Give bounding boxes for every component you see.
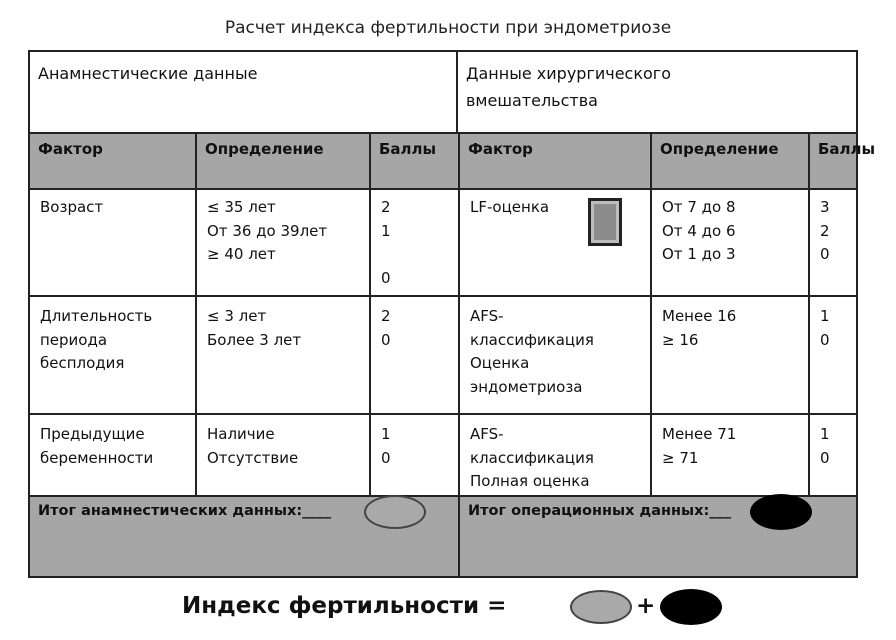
grid-line bbox=[30, 188, 856, 190]
cell-text: Предыдущие bbox=[40, 425, 145, 443]
grid-line bbox=[195, 132, 197, 495]
header-factor-right-label: Фактор bbox=[468, 140, 533, 158]
header-points-left-label: Баллы bbox=[379, 140, 437, 158]
row-pregnancy-definition bbox=[199, 419, 306, 474]
cell-text: ≥ 40 лет bbox=[207, 245, 276, 263]
cell-text: 0 bbox=[381, 330, 391, 349]
cell-text: 2 bbox=[820, 221, 830, 240]
cell-text: От 1 до 3 bbox=[662, 245, 736, 263]
total-surgical-label: Итог операционных данных:___ bbox=[468, 503, 732, 519]
header-factor-right bbox=[460, 134, 650, 188]
total-anamnestic-label: Итог анамнестических данных:____ bbox=[38, 503, 332, 519]
cell-text: ≥ 16 bbox=[662, 330, 699, 349]
cell-text: Наличие bbox=[207, 425, 275, 443]
row-afs-full-factor bbox=[462, 419, 602, 498]
formula-plus: + bbox=[636, 593, 656, 619]
header-factor-left bbox=[30, 134, 195, 188]
grid-line bbox=[30, 132, 856, 134]
header-points-left bbox=[371, 134, 458, 188]
cell-text: 0 bbox=[820, 245, 830, 263]
grid-line bbox=[30, 295, 856, 297]
cell-text: 1 bbox=[820, 307, 830, 325]
cell-text: ≤ 35 лет bbox=[207, 198, 276, 216]
header-factor-left-label: Фактор bbox=[38, 140, 103, 158]
cell-text: 2 bbox=[381, 307, 391, 325]
row-pregnancy-points bbox=[373, 419, 399, 474]
cell-text: 0 bbox=[820, 330, 830, 349]
row-lf-points bbox=[812, 192, 838, 271]
row-afs-endometriosis-factor bbox=[462, 301, 602, 403]
cell-text: От 4 до 6 bbox=[662, 221, 736, 240]
grid-line bbox=[369, 132, 371, 495]
row-afs-endometriosis-points bbox=[812, 301, 838, 356]
row-afs-full-definition bbox=[654, 419, 744, 474]
cell-text: классификация bbox=[470, 330, 594, 349]
grid-line bbox=[650, 132, 652, 495]
lf-score-box bbox=[588, 198, 622, 246]
grid-line bbox=[30, 413, 856, 415]
row-age-points bbox=[373, 192, 399, 294]
header-points-right bbox=[810, 134, 876, 188]
cell-text: 3 bbox=[820, 198, 830, 216]
cell-text: AFS- bbox=[470, 425, 504, 443]
section-anamnestic bbox=[30, 52, 458, 132]
section-anamnestic-label: Анамнестические данные bbox=[38, 64, 258, 83]
cell-text: ≥ 71 bbox=[662, 448, 699, 467]
section-surgical-label-line2: вмешательства bbox=[466, 91, 598, 110]
fertility-index-table bbox=[28, 50, 876, 578]
row-afs-endometriosis-definition bbox=[654, 301, 744, 356]
cell-text: Более 3 лет bbox=[207, 330, 302, 349]
header-definition-left-label: Определение bbox=[205, 140, 324, 158]
cell-text: Оценка bbox=[470, 354, 530, 372]
cell-text: От 7 до 8 bbox=[662, 198, 736, 216]
cell-text: AFS- bbox=[470, 307, 504, 325]
cell-text: Полная оценка bbox=[470, 472, 590, 490]
cell-text bbox=[381, 243, 391, 267]
cell-text: беременности bbox=[40, 448, 154, 467]
row-pregnancy-factor bbox=[32, 419, 161, 474]
cell-text: 1 bbox=[381, 221, 391, 240]
cell-text: Отсутствие bbox=[207, 448, 299, 467]
cell-text: Длительность bbox=[40, 307, 153, 325]
cell-text: 1 bbox=[381, 425, 391, 443]
section-surgical bbox=[458, 52, 858, 132]
cell-text: 0 bbox=[381, 448, 391, 467]
formula-label: Индекс фертильности = bbox=[182, 593, 507, 619]
cell-text: 2 bbox=[381, 198, 391, 216]
cell-text: От 36 до 39лет bbox=[207, 221, 328, 240]
grid-line bbox=[808, 132, 810, 495]
cell-text: периода bbox=[40, 330, 108, 349]
cell-text: бесплодия bbox=[40, 354, 125, 372]
page-title: Расчет индекса фертильности при эндометриозе bbox=[224, 18, 672, 38]
row-infertility-definition bbox=[199, 301, 309, 356]
row-afs-full-points bbox=[812, 419, 838, 474]
cell-text: 0 bbox=[820, 448, 830, 467]
header-definition-right bbox=[652, 134, 808, 188]
row-age-factor bbox=[32, 192, 111, 224]
cell-text: LF-оценка bbox=[470, 198, 550, 216]
row-infertility-points bbox=[373, 301, 399, 356]
cell-text: Возраст bbox=[40, 198, 104, 216]
cell-text: 0 bbox=[381, 268, 391, 287]
section-surgical-label-line1: Данные хирургического bbox=[466, 64, 671, 83]
grey-oval-icon bbox=[570, 590, 632, 624]
cell-text: классификация bbox=[470, 448, 594, 467]
black-oval-icon bbox=[750, 494, 812, 530]
fertility-index-formula bbox=[182, 588, 506, 624]
header-points-right-label: Баллы bbox=[818, 140, 876, 158]
row-age-definition bbox=[199, 192, 335, 271]
row-lf-factor bbox=[462, 192, 557, 224]
row-infertility-factor bbox=[32, 301, 160, 380]
header-definition-right-label: Определение bbox=[660, 140, 779, 158]
cell-text: Менее 16 bbox=[662, 307, 737, 325]
cell-text: эндометриоза bbox=[470, 377, 583, 396]
header-definition-left bbox=[197, 134, 369, 188]
cell-text: 1 bbox=[820, 425, 830, 443]
black-oval-icon bbox=[660, 589, 722, 625]
row-lf-definition bbox=[654, 192, 743, 271]
cell-text: ≤ 3 лет bbox=[207, 307, 267, 325]
cell-text: Менее 71 bbox=[662, 425, 737, 443]
grey-oval-icon bbox=[364, 495, 426, 529]
